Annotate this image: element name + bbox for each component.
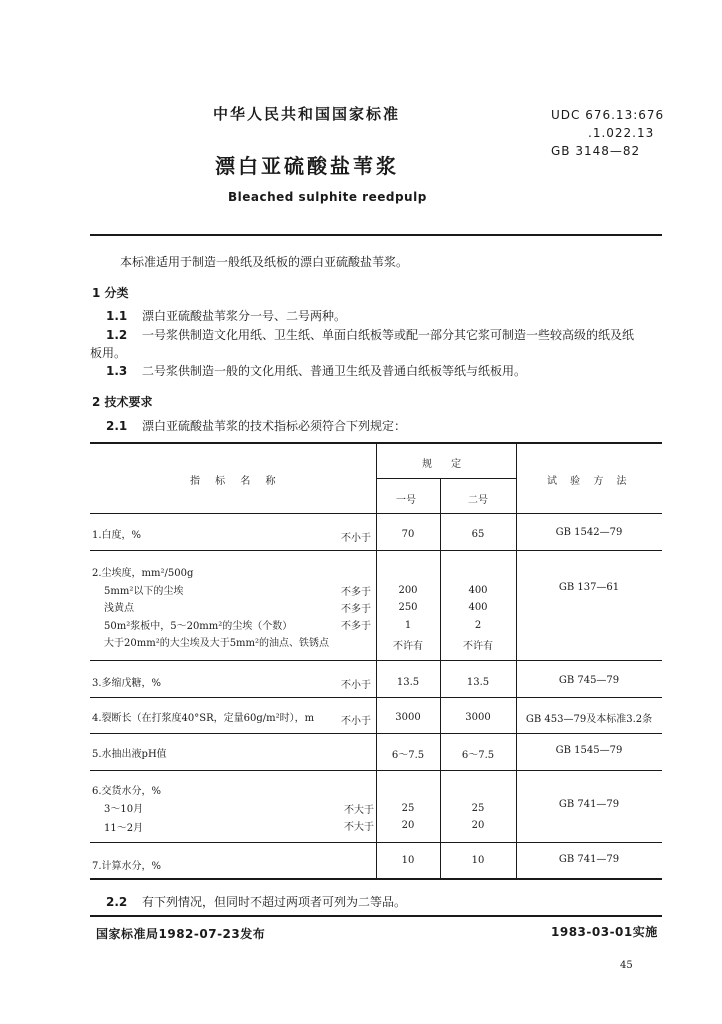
- gb-code: GB 3148—82: [551, 144, 641, 158]
- indicator-name: 3.多缩戊糖，%: [92, 678, 162, 689]
- grade-1-value: 70: [401, 529, 415, 540]
- document-title-english: Bleached sulphite reedpulp: [228, 190, 427, 204]
- udc-code-line1: UDC 676.13:676: [551, 108, 665, 122]
- section-1-heading: 1 分类: [92, 286, 129, 300]
- grade-2-value: 20: [471, 820, 485, 831]
- scope-paragraph: 本标准适用于制造一般纸及纸板的漂白亚硫酸盐苇浆。: [120, 255, 409, 269]
- grade-2-value: 13.5: [466, 677, 490, 688]
- indicator-name: 2.尘埃度，mm²/500g: [92, 568, 194, 579]
- clause-text-continued: 板用。: [90, 346, 127, 360]
- clause-text: 二号浆供制造一般的文化用纸、普通卫生纸及普通白纸板等纸与纸板用。: [142, 364, 527, 378]
- sub-indicator-name: 5mm²以下的尘埃: [104, 586, 184, 597]
- header-spec: 规 定: [422, 459, 462, 470]
- issued-date: 国家标准局1982-07-23发布: [96, 927, 266, 941]
- sub-indicator-name: 浅黄点: [104, 603, 134, 614]
- sub-indicator-name: 3～10月: [104, 804, 144, 815]
- grade-2-value: 400: [468, 602, 488, 613]
- test-method: GB 137—61: [558, 582, 620, 593]
- footer-divider: [90, 915, 662, 917]
- test-method: GB 453—79及本标准3.2条: [525, 714, 653, 725]
- table-header-bottom: [90, 513, 662, 514]
- test-method: GB 741—79: [558, 799, 620, 810]
- test-method: GB 745—79: [558, 675, 620, 686]
- grade-2-value: 2: [474, 620, 482, 631]
- row-divider: [90, 770, 662, 771]
- header-test-method: 试 验 方 法: [547, 476, 632, 487]
- test-method: GB 1545—79: [555, 745, 623, 756]
- table-col-divider: [516, 443, 517, 879]
- limit-qualifier: 不小于: [341, 716, 371, 727]
- header-indicator-name: 指 标 名 称: [190, 476, 282, 487]
- indicator-name: 1.白度，%: [92, 530, 142, 541]
- indicator-name: 4.裂断长（在打浆度40°SR，定量60g/m²时），m: [92, 713, 315, 724]
- limit-qualifier: 不多于: [341, 587, 371, 598]
- grade-1-value: 不许有: [393, 641, 423, 652]
- effective-date: 1983-03-01实施: [551, 925, 658, 939]
- table-bottom-border: [90, 878, 662, 880]
- limit-qualifier: 不多于: [341, 621, 371, 632]
- grade-1-value: 25: [401, 803, 415, 814]
- row-divider: [90, 697, 662, 698]
- header-grade-2: 二号: [468, 495, 488, 506]
- udc-code-line2: .1.022.13: [588, 126, 655, 140]
- clause-number: 1.2: [106, 328, 128, 342]
- indicator-name: 7.计算水分，%: [92, 861, 162, 872]
- row-divider: [90, 733, 662, 734]
- section-2-heading: 2 技术要求: [92, 395, 153, 409]
- clause-text: 漂白亚硫酸盐苇浆分一号、二号两种。: [142, 309, 347, 323]
- grade-2-value: 6～7.5: [461, 750, 495, 761]
- sub-indicator-name: 大于20mm²的大尘埃及大于5mm²的油点、铁锈点: [104, 638, 330, 649]
- indicator-name: 6.交货水分，%: [92, 786, 162, 797]
- row-divider: [90, 550, 662, 551]
- grade-1-value: 20: [401, 820, 415, 831]
- test-method: GB 741—79: [558, 854, 620, 865]
- limit-qualifier: 不小于: [341, 533, 371, 544]
- row-divider: [90, 660, 662, 661]
- grade-2-value: 25: [471, 803, 485, 814]
- clause-number: 2.1: [106, 419, 128, 433]
- national-standard-label: 中华人民共和国国家标准: [213, 105, 401, 123]
- clause-number: 2.2: [106, 895, 128, 909]
- sub-indicator-name: 11～2月: [104, 823, 144, 834]
- grade-2-value: 65: [471, 529, 485, 540]
- limit-qualifier: 不多于: [341, 604, 371, 615]
- limit-qualifier: 不小于: [341, 680, 371, 691]
- indicator-name: 5.水抽出液pH值: [92, 749, 167, 760]
- grade-1-value: 13.5: [396, 677, 420, 688]
- header-divider: [90, 234, 662, 236]
- grade-1-value: 3000: [395, 712, 421, 723]
- sub-indicator-name: 50m²浆板中，5～20mm²的尘埃（个数）: [104, 621, 293, 632]
- table-header-split: [376, 478, 516, 479]
- clause-text: 一号浆供制造文化用纸、卫生纸、单面白纸板等或配一部分其它浆可制造一些较高级的纸及纸: [142, 328, 635, 342]
- grade-1-value: 1: [404, 620, 412, 631]
- grade-1-value: 250: [398, 602, 418, 613]
- clause-text: 有下列情况，但同时不超过两项者可列为二等品。: [142, 895, 407, 909]
- clause-text: 漂白亚硫酸盐苇浆的技术指标必须符合下列规定：: [142, 419, 407, 433]
- header-grade-1: 一号: [396, 495, 416, 506]
- limit-qualifier: 不大于: [344, 822, 374, 833]
- document-title: 漂白亚硫酸盐苇浆: [215, 154, 399, 178]
- row-divider: [90, 842, 662, 843]
- clause-number: 1.1: [106, 309, 128, 323]
- grade-2-value: 不许有: [463, 641, 493, 652]
- page-number: 45: [620, 960, 633, 971]
- grade-1-value: 10: [401, 855, 415, 866]
- test-method: GB 1542—79: [555, 527, 623, 538]
- grade-2-value: 400: [468, 585, 488, 596]
- grade-2-value: 10: [471, 855, 485, 866]
- grade-1-value: 6～7.5: [391, 750, 425, 761]
- grade-2-value: 3000: [465, 712, 491, 723]
- clause-number: 1.3: [106, 364, 128, 378]
- limit-qualifier: 不大于: [344, 805, 374, 816]
- grade-1-value: 200: [398, 585, 418, 596]
